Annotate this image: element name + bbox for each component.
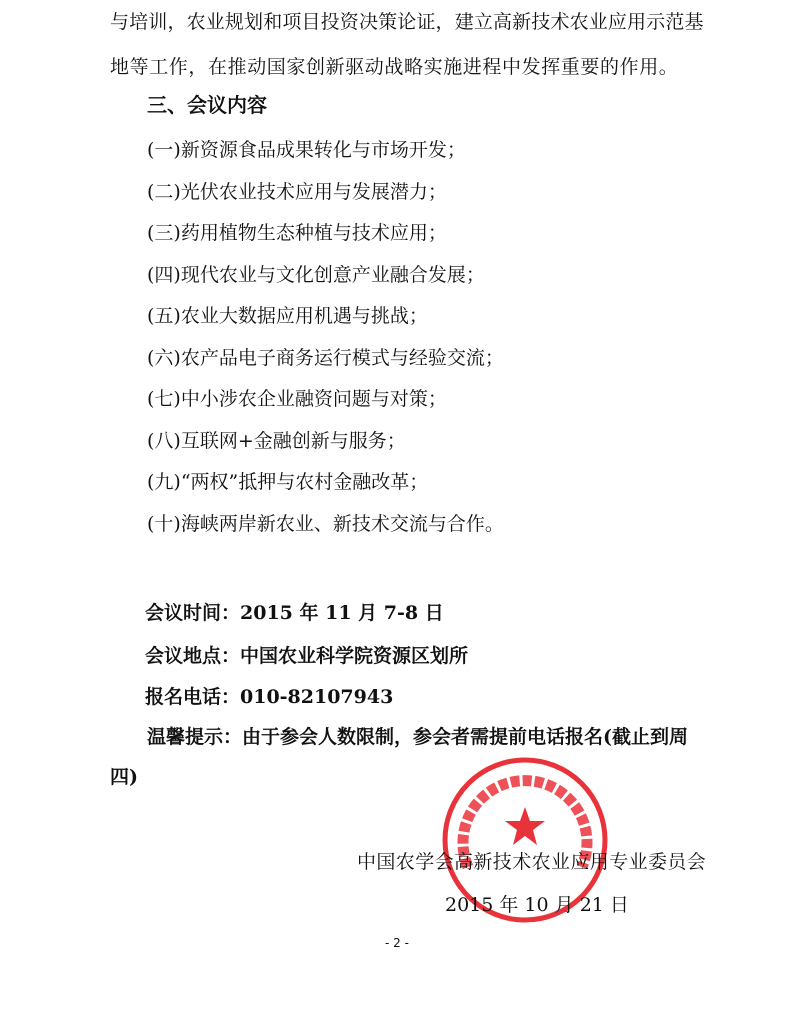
list-item: (八)互联网+金融创新与服务； (147, 430, 406, 452)
list-item: (一)新资源食品成果转化与市场开发； (147, 139, 466, 161)
page-number: - 2 - (385, 936, 409, 950)
list-item: (二)光伏农业技术应用与发展潜力； (147, 181, 447, 203)
signature-date: 2015 年 10 月 21 日 (445, 894, 629, 916)
list-item: (九)“两权”抵押与农村金融改革； (147, 471, 429, 493)
tip-line-1: 温馨提示：由于参会人数限制，参会者需提前电话报名(截止到周 (147, 726, 688, 748)
list-item: (五)农业大数据应用机遇与挑战； (147, 305, 428, 327)
list-item: (六)农产品电子商务运行模式与经验交流； (147, 347, 504, 369)
registration-phone: 报名电话：010-82107943 (145, 686, 394, 708)
meeting-time: 会议时间：2015 年 11 月 7-8 日 (145, 602, 444, 624)
signature-org: 中国农学会高新技术农业应用专业委员会 (357, 851, 707, 873)
intro-line-2: 地等工作，在推动国家创新驱动战略实施进程中发挥重要的作用。 (110, 56, 679, 78)
intro-line-1: 与培训，农业规划和项目投资决策论证，建立高新技术农业应用示范基 (110, 11, 704, 33)
list-item: (七)中小涉农企业融资问题与对策； (147, 388, 447, 410)
section-heading: 三、会议内容 (147, 93, 267, 117)
list-item: (四)现代农业与文化创意产业融合发展； (147, 264, 485, 286)
list-item: (三)药用植物生态种植与技术应用； (147, 222, 447, 244)
tip-line-2: 四) (110, 766, 138, 788)
meeting-place: 会议地点：中国农业科学院资源区划所 (145, 645, 469, 667)
list-item: (十)海峡两岸新农业、新技术交流与合作。 (147, 513, 504, 535)
